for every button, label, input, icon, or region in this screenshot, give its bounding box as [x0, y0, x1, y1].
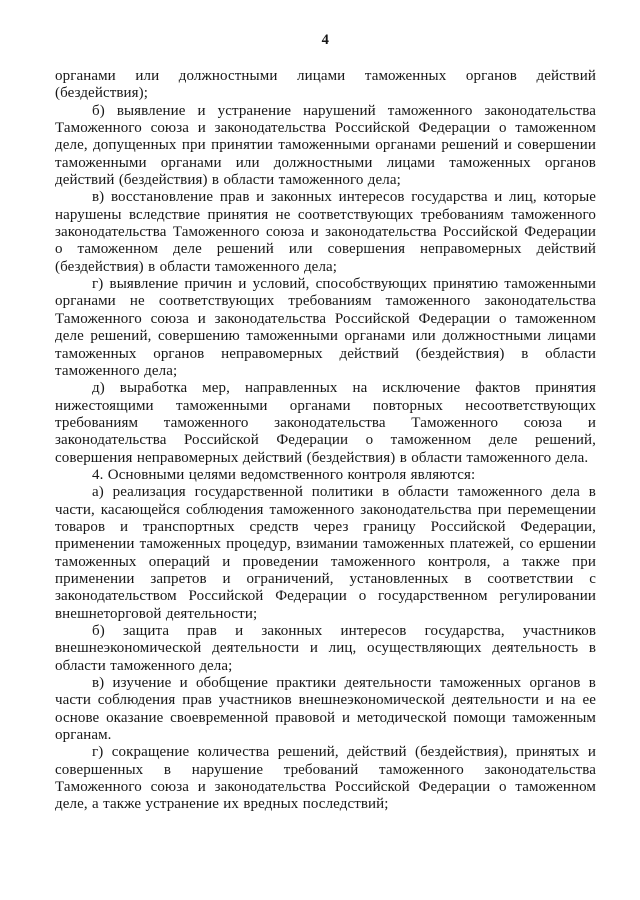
page-number: 4	[321, 32, 330, 48]
paragraph: г) выявление причин и условий, способствующих принятию таможенными органами не соответствующих требованиям таможенного законодательства Таможенного союза и законодательства Российской Федерации о таможенном деле решений, совершению таможенными органами или должностными лицами таможенных органов неправомерных действий (бездействия) в области таможенного дела;	[55, 276, 596, 379]
paragraph: б) защита прав и законных интересов государства, участников внешнеэкономической деятельности и лиц, осуществляющих деятельность в области таможенного дела;	[55, 623, 596, 674]
paragraph: г) сокращение количества решений, действий (бездействия), принятых и совершенных в нарушение требований таможенного законодательства Таможенного союза и законодательства Российской Федерации о таможенном деле, а также устранение их вредных последствий;	[55, 744, 596, 813]
paragraph: 4. Основными целями ведомственного контроля являются:	[92, 466, 476, 483]
paragraph: а) реализация государственной политики в области таможенного дела в части, касающейся соблюдения таможенного законодательства при перемещении товаров и транспортных средств через границу Российской Федерации, применении таможенных процедур, взимании таможенных платежей, со ершении таможенных операций и проведении таможенного контроля, а также при применении запретов и ограничений, установленных в соответствии с законодательством Российской Федерации о государственном регулировании внешнеторговой деятельности;	[55, 484, 596, 622]
paragraph: б) выявление и устранение нарушений таможенного законодательства Таможенного союза и законодательства Российской Федерации о таможенном деле, допущенных при принятии таможенными органами решений и совершении таможенными органами или должностными лицами таможенных органов действий (бездействия) в области таможенного дела;	[55, 102, 596, 189]
paragraph: в) изучение и обобщение практики деятельности таможенных органов в части соблюдения прав участников внешнеэкономической деятельности и на ее основе оказание своевременной правовой и методической помощи таможенным органам.	[55, 675, 596, 744]
document-body	[55, 68, 596, 814]
paragraph: в) восстановление прав и законных интересов государства и лиц, которые нарушены вследствие принятия не соответствующих требованиям таможенного законодательства Таможенного союза и законодательства Российской Федерации о таможенном деле решений или совершения неправомерных действий (бездействия) в области таможенного дела;	[55, 189, 596, 275]
paragraph: д) выработка мер, направленных на исключение фактов принятия нижестоящими таможенными органами повторных несоответствующих требованиям таможенного законодательства Таможенного союза и законодательства Российской Федерации о таможенном деле решений, совершения неправомерных действий (бездействия) в области таможенного дела.	[55, 380, 596, 466]
paragraph: органами или должностными лицами таможенных органов действий (бездействия);	[55, 68, 596, 102]
